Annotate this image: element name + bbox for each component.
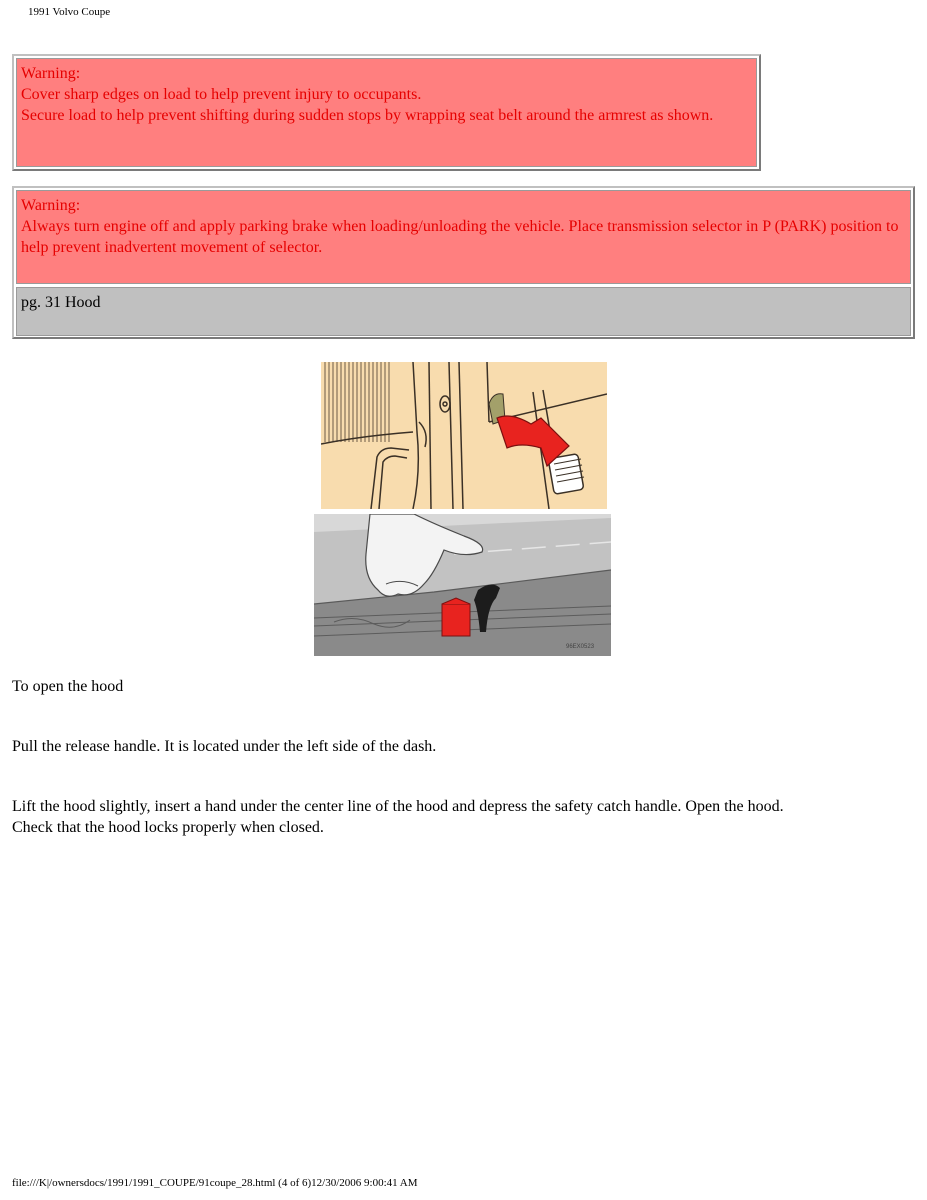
instruction-step-2-line: Check that the hood locks properly when closed.	[12, 819, 324, 836]
figure-code: 96EX0523	[566, 644, 595, 650]
warning-heading: Warning:	[21, 197, 81, 214]
page-footer: file:///K|/ownersdocs/1991/1991_COUPE/91coupe_28.html (4 of 6)12/30/2006 9:00:41 AM	[12, 1177, 418, 1189]
hood-safety-catch-illustration	[314, 514, 611, 656]
warning-line: Always turn engine off and apply parking brake when loading/unloading the vehicle. Place transmission selector in P (PARK) position to help prevent inadvertent movement of selector.	[21, 218, 899, 256]
warning-box-engine	[12, 186, 915, 339]
warning-cell	[16, 190, 911, 284]
page-header: 1991 Volvo Coupe	[28, 6, 111, 18]
warning-line: Secure load to help prevent shifting during sudden stops by wrapping seat belt around the armrest as shown.	[21, 107, 714, 124]
warning-cell	[16, 58, 757, 167]
section-header	[16, 287, 911, 336]
warning-heading: Warning:	[21, 65, 81, 82]
instruction-step-2-line: Lift the hood slightly, insert a hand under the center line of the hood and depress the safety catch handle. Open the hood.	[12, 798, 784, 815]
warning-box-load	[12, 54, 761, 171]
warning-line: Cover sharp edges on load to help prevent injury to occupants.	[21, 86, 422, 103]
instructions-heading: To open the hood	[12, 678, 124, 695]
section-label: pg. 31 Hood	[21, 294, 101, 311]
hood-release-handle-illustration	[321, 362, 607, 509]
instruction-step-2	[12, 796, 784, 838]
instruction-step-1: Pull the release handle. It is located under the left side of the dash.	[12, 738, 437, 755]
